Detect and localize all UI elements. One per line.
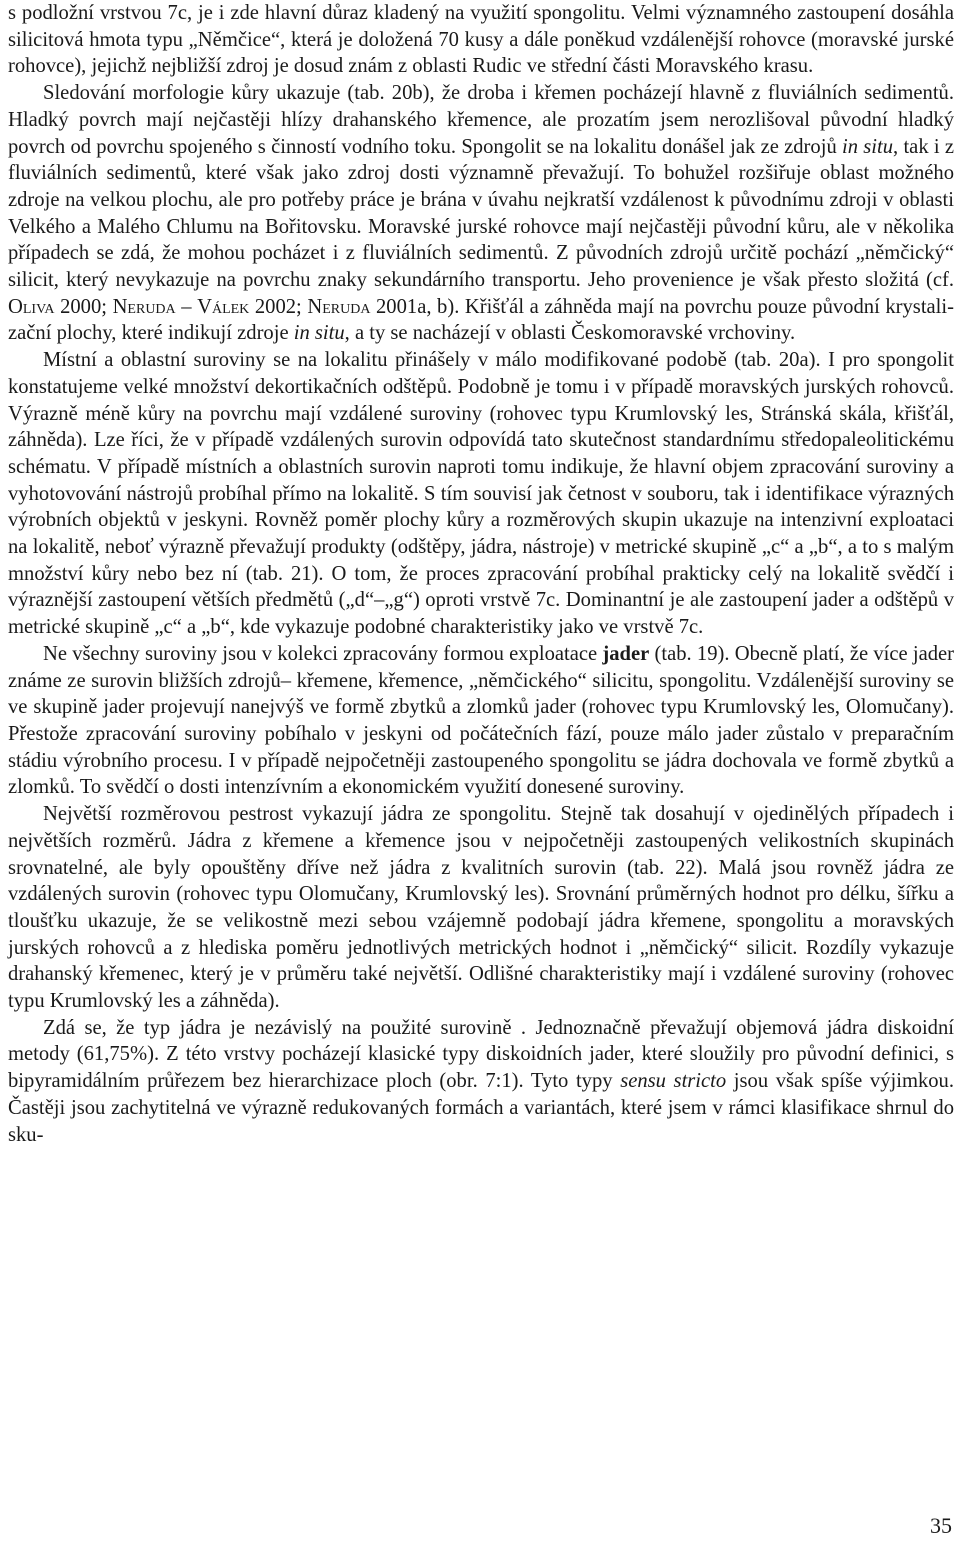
document-body [8,0,954,1148]
paragraph [8,801,954,1015]
paragraph [8,80,954,347]
paragraph-text: Místní a oblastní suroviny se na lokalitu přinášely v málo modifikované podobě (tab. 20a). I pro spongolit konstatujeme velké množství dekortikačních odštěpů. Podobně je tomu i v případě moravských jurských rohovců. Výrazně méně kůry na povrchu mají vzdálené suroviny (rohovec typu Krumlovský les, Stránská skála, křišťál, záhněda). Lze říci, že v případě vzdálených surovin odpovídá tato skutečnost standardnímu středopaleolitickému schématu. V případě místních a oblastních surovin naproti tomu indikuje, že hlavní objem zpracování suroviny a vyhotovování nástrojů probíhal přímo na lokalitě. S tím souvisí jak četnost v souboru, tak i identifikace výrazných výrobních objektů v jeskyni. Rovněž poměr plochy kůry a rozměrových skupin ukazuje na intenzivní exploataci na lokalitě, neboť výrazně převažují produkty (odštěpy, jádra, nástroje) v metrické skupině „c“ a „b“, a to s malým množství kůry nebo bez ní (tab. 21). O tom, že proces zpracování probíhal prakticky celý na lokalitě svědčí i výraznější zastoupení větších předmětů („d“–„g“) oproti vrstvě 7c. Dominantní je ale zastoupení jader a odštěpů v metrické skupině „c“ a „b“, kde vykazuje podobné charakteristiky jako ve vrstvě 7c. [8,349,954,639]
bold-term: jader [602,642,650,665]
paragraph-text: – [175,295,198,318]
paragraph-text: , a ty se nacházejí v oblasti Českomoravské vrchoviny. [344,322,796,345]
paragraph-text: Ne všechny suroviny jsou v kolekci zpracovány formou exploatace [43,642,603,665]
paragraph-text: Největší rozměrovou pestrost vykazují jádra ze spongolitu. Stejně tak dosahují v ojedinělých případech i největších rozměrů. Jádra z křemene a křemence jsou v nejpočetněji zastoupených velikostních skupinách srovnatelné, ale byly opouštěny dříve než jádra z kvalitních surovin (tab. 22). Malá jsou rovněž jádra ze vzdálených surovin (rohovec typu Olomučany, Krumlovský les). Srovnání průměrných hodnot pro délku, šířku a tloušťku ukazuje, že se velikostně mezi sebou vzájemně podobají jádra křemene, spongolitu a moravských jurských rohovců a z hlediska poměru jednotlivých metrických hodnot i „němčický“ silicit. Rozdíly vykazuje drahanský křemenec, který je v průměru také největší. Odlišné charakteristiky mají i vzdálené suroviny (rohovec typu Krumlovský les a záhněda). [8,803,954,1013]
author-name: Neruda [112,295,176,318]
paragraph-text: s podložní vrstvou 7c, je i zde hlavní důraz kladený na využití spongolitu. Velmi významného zastoupení dosáhla silicitová hmota typu „Němčice“, která je doložená 70 kusy a dále poněkud vzdálenější rohovce (moravské jurské rohovce), jejichž nejbližší zdroj je dosud znám z oblasti Rudic ve střední části Moravského krasu. [8,2,954,78]
paragraph-text: (tab. 19). Obecně platí, že více jader známe ze surovin bližších zdrojů– křemene, křemence, „němčického“ silicitu, spongolitu. Vzdálenější suroviny se ve skupině jader projevují nanejvýš ve formě zbytků a zlomků jader (rohovec typu Krumlovský les, Olomučany). Přestože zpracování suroviny pobíhalo v jeskyni od počátečních fází, pouze málo jader zůstalo v preparačním stádiu výrobního procesu. I v případě nejpočetněji zastoupeného spongolitu se jádra dochovala ve formě zbytků a zlomků. To svědčí o dosti intenzívním a ekonomickém využití donesené suroviny. [8,642,955,799]
italic-term: sensu stricto [620,1070,727,1093]
paragraph-text: , tak i z fluviálních sedimentů, které však jako zdroj dosti významně převažují. To bohužel rozšiřuje oblast možného zdroje na velkou plochu, ale pro potřeby práce je brána v úvahu nejkratší vzdálenost k původnímu zdroji v oblasti Velkého a Malého Chlumu na Bořitovsku. Moravské jurské rohovce mají nejčastěji původní kůru, ale v několika případech se zdá, že mohou pocházet i z fluviálních sedimentů. Z původních zdrojů určitě pochází „němčický“ silicit, který nevykazuje na povrchu znaky sekundárního transportu. Jeho provenience je však přesto složitá (cf. [8,135,954,292]
italic-term: in situ [842,135,894,158]
paragraph-text: Sledování morfologie kůry ukazuje (tab. 20b), že droba i křemen pocházejí hlavně z fluviálních sedimentů. Hladký povrch mají nejčastěji hlízy drahanského křemence, ale prozatím jsem nerozlišoval původní hladký povrch od povrchu spojeného s činností vodního toku. Spongolit se na lokalitu donášel jak ze zdrojů [8,82,954,158]
author-name: Oliva [8,295,55,318]
author-name: Neruda [307,295,371,318]
paragraph-text: Zdá se, že typ jádra je nezávislý na použité surovině . Jednoznačně převažují objemová jádra diskoidní metody (61,75%). Z této vrstvy pocházejí klasické typy diskoidních jader, které sloužily pro původní definici, s bipyramidálním průřezem bez hierarchizace ploch (obr. 7:1). Tyto typy [8,1016,954,1093]
paragraph [8,641,954,801]
italic-term: in situ [293,322,345,345]
paragraph-text: 2001a, b). Křišťál a záhněda mají na povrchu pouze původní krystalizační plochy, které indikují zdroje [8,295,954,345]
page-number: 35 [930,1513,952,1538]
paragraph-text: 2002; [249,295,308,318]
paragraph-text: 2000; [54,295,113,318]
author-name: Válek [197,295,250,318]
paragraph [8,347,954,641]
paragraph [8,0,954,80]
paragraph-text: jsou však spíše výjimkou. Častěji jsou zachytitelná ve výrazně redukovaných formách a variantách, které jsem v rámci klasifikace shrnul do sku- [8,1070,954,1146]
paragraph [8,1015,954,1149]
